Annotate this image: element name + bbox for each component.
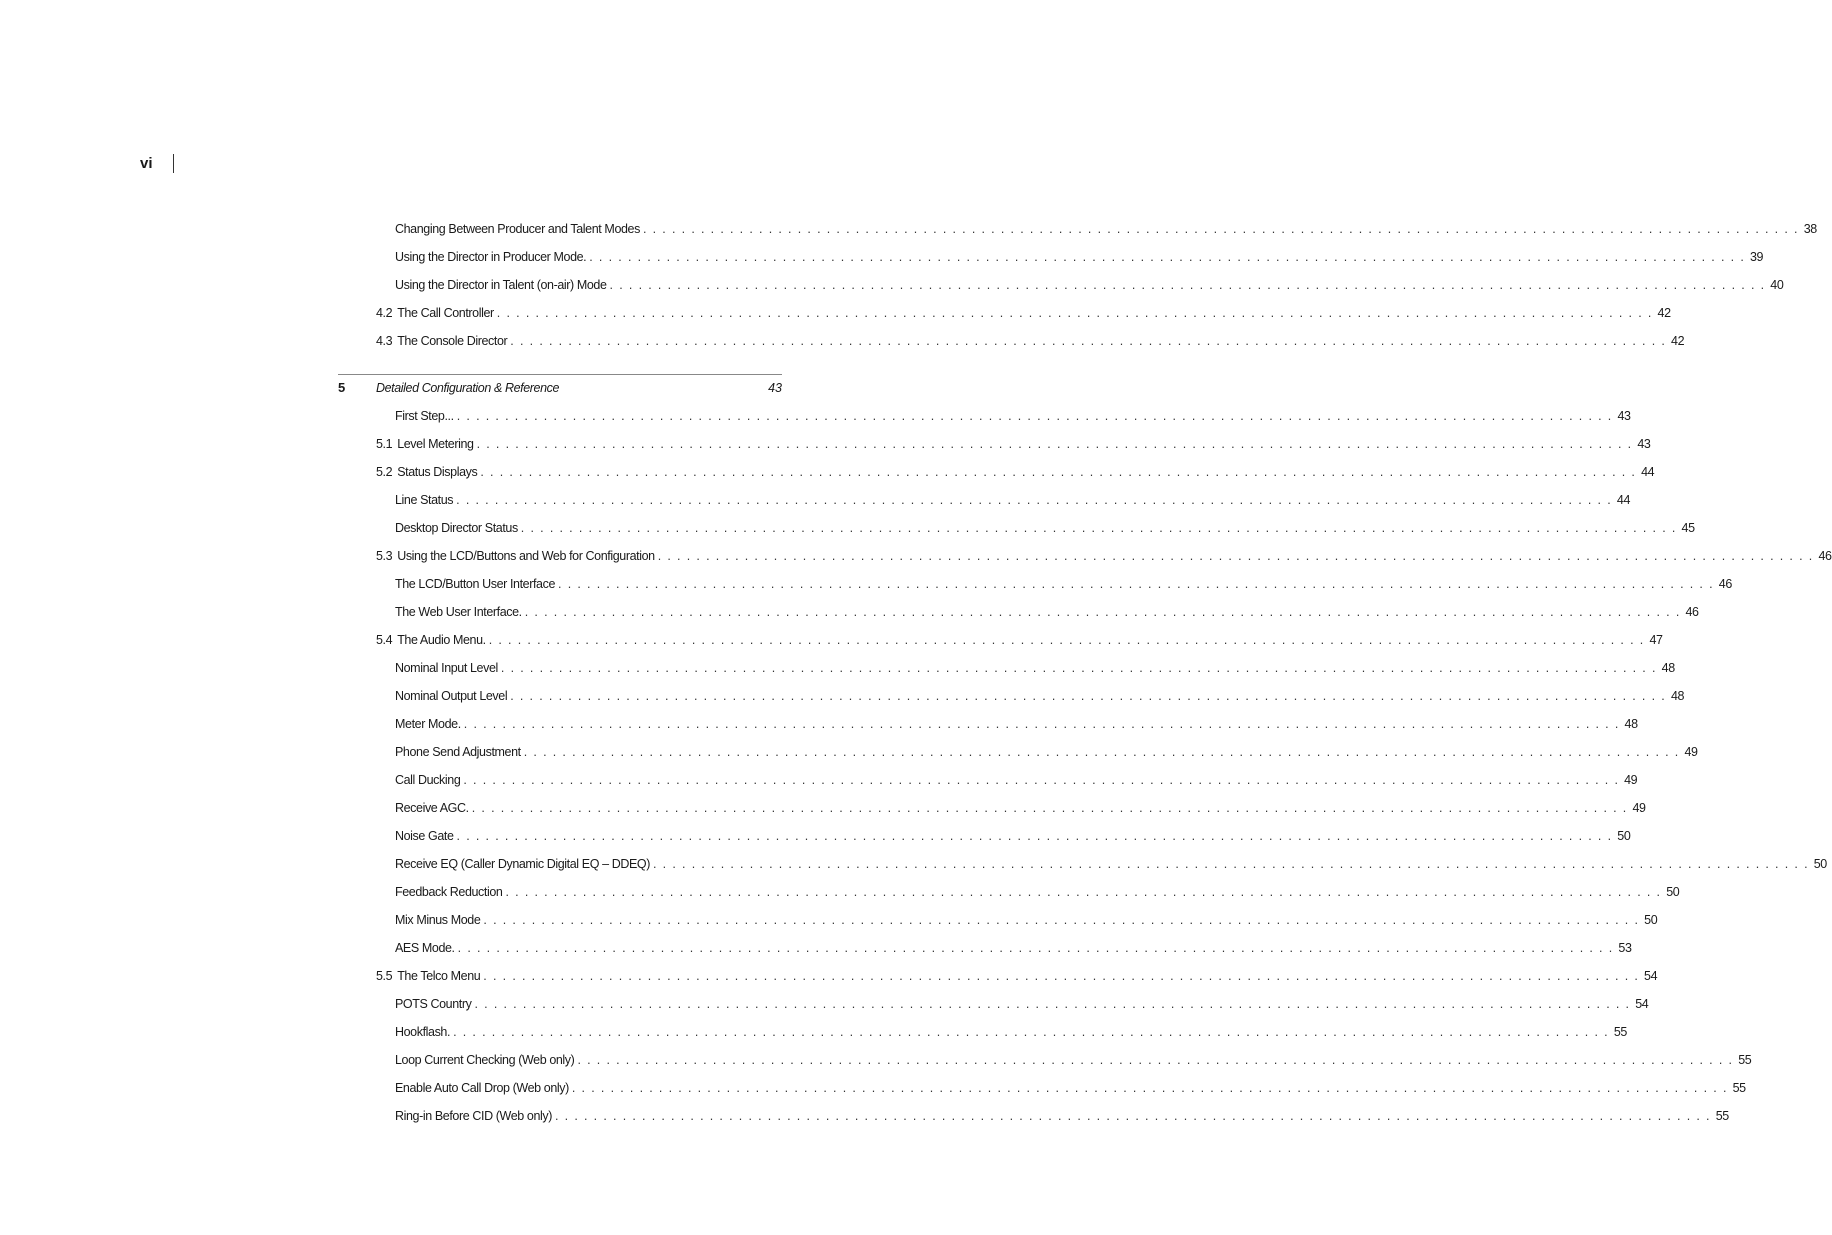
dot-leader: ........................................................................................................................ <box>571 1081 1733 1095</box>
toc-entry[interactable] <box>376 464 1655 492</box>
toc-entry-page: 54 <box>1644 969 1658 983</box>
toc-entry-page: 47 <box>1649 633 1663 647</box>
toc-entry-number: 5.4 <box>376 633 393 647</box>
toc-entry-line <box>395 520 1695 536</box>
toc-entry-line <box>395 800 1646 816</box>
toc-entry-title: Status Displays <box>397 465 478 479</box>
toc-entry-title: Receive AGC. <box>395 801 469 815</box>
dot-leader: ........................................................................................................................ <box>609 278 1771 292</box>
toc-entry-page: 53 <box>1618 941 1632 955</box>
toc-entry[interactable] <box>376 772 1638 800</box>
toc-entry-line <box>395 940 1632 956</box>
toc-entry-line <box>395 856 1827 872</box>
toc-entry[interactable] <box>376 968 1658 996</box>
toc-entry[interactable] <box>376 800 1646 828</box>
header-divider <box>173 154 174 173</box>
toc-entry[interactable] <box>376 492 1631 520</box>
toc-entry-page: 45 <box>1681 521 1695 535</box>
toc-entry[interactable] <box>376 912 1658 940</box>
dot-leader: ........................................................................................................................ <box>523 745 1685 759</box>
toc-entry[interactable] <box>376 576 1732 604</box>
toc-entry-page: 49 <box>1632 801 1646 815</box>
toc-entry[interactable] <box>376 1080 1746 1108</box>
dot-leader: ........................................................................................................................ <box>456 829 1618 843</box>
toc-entry[interactable] <box>376 333 1685 361</box>
toc-entry-title: Nominal Output Level <box>395 689 508 703</box>
toc-entry-title: First Step... <box>395 409 454 423</box>
chapter-page-number: 43 <box>768 381 782 395</box>
dot-leader: ........................................................................................................................ <box>524 605 1686 619</box>
toc-entry-line <box>395 912 1658 928</box>
toc-entry-number: 5.1 <box>376 437 393 451</box>
toc-entry-title: The Audio Menu. <box>397 633 486 647</box>
toc-entry-title: Level Metering <box>397 437 474 451</box>
toc-entry-page: 42 <box>1671 334 1685 348</box>
page-header <box>140 152 174 174</box>
toc-entry-number: 4.2 <box>376 306 393 320</box>
toc-entry-page: 40 <box>1770 278 1784 292</box>
toc-entry-line <box>395 772 1638 788</box>
toc-entry-line <box>395 688 1685 704</box>
toc-entry-line <box>395 221 1817 237</box>
toc-entry[interactable] <box>376 305 1671 333</box>
toc-entry-title: Using the Director in Talent (on-air) Mode <box>395 278 607 292</box>
toc-entry[interactable] <box>376 221 1817 249</box>
toc-entry-page: 50 <box>1617 829 1631 843</box>
dot-leader: ........................................................................................................................ <box>554 1109 1716 1123</box>
toc-entry-line <box>395 1024 1627 1040</box>
toc-entry-title: Loop Current Checking (Web only) <box>395 1053 575 1067</box>
dot-leader: ........................................................................................................................ <box>510 334 1672 348</box>
toc-entry-page: 42 <box>1657 306 1671 320</box>
toc-entry[interactable] <box>376 436 1651 464</box>
toc-entry-line <box>395 576 1732 592</box>
toc-section-chapter <box>376 408 1832 1136</box>
dot-leader: ........................................................................................................................ <box>483 913 1645 927</box>
toc-entry-line <box>395 277 1784 293</box>
toc-entry[interactable] <box>376 744 1698 772</box>
chapter-number: 5 <box>338 380 346 395</box>
toc-entry-title: Call Ducking <box>395 773 461 787</box>
toc-section-top <box>376 221 1817 361</box>
toc-entry[interactable] <box>376 249 1764 277</box>
chapter-title: Detailed Configuration & Reference <box>376 381 560 395</box>
toc-entry[interactable] <box>376 828 1631 856</box>
toc-entry-title: The LCD/Button User Interface <box>395 577 556 591</box>
toc-entry[interactable] <box>376 716 1638 744</box>
toc-entry[interactable] <box>376 660 1675 688</box>
toc-entry-title: AES Mode. <box>395 941 455 955</box>
toc-entry-page: 48 <box>1661 661 1675 675</box>
toc-entry-page: 50 <box>1666 885 1680 899</box>
toc-entry-line <box>376 436 1651 452</box>
dot-leader: ........................................................................................................................ <box>500 661 1662 675</box>
toc-entry-title: Changing Between Producer and Talent Modes <box>395 222 640 236</box>
toc-entry-line <box>395 1052 1752 1068</box>
toc-entry[interactable] <box>376 940 1632 968</box>
dot-leader: ........................................................................................................................ <box>653 857 1814 871</box>
toc-entry-line <box>376 464 1655 480</box>
toc-entry-page: 48 <box>1624 717 1638 731</box>
toc-entry-title: Nominal Input Level <box>395 661 498 675</box>
toc-entry-number: 5.3 <box>376 549 393 563</box>
toc-entry-page: 46 <box>1818 549 1832 563</box>
dot-leader: ........................................................................................................................ <box>520 521 1682 535</box>
toc-entry-line <box>395 1080 1746 1096</box>
toc-entry-title: The Web User Interface. <box>395 605 522 619</box>
toc-entry-title: The Console Director <box>397 334 508 348</box>
toc-entry-line <box>395 884 1680 900</box>
dot-leader: ........................................................................................................................ <box>510 689 1671 703</box>
chapter-divider <box>338 374 782 375</box>
toc-entry-page: 55 <box>1715 1109 1729 1123</box>
toc-entry[interactable] <box>376 1024 1627 1052</box>
dot-leader: ........................................................................................................................ <box>471 801 1633 815</box>
toc-entry-number: 5.2 <box>376 465 393 479</box>
toc-entry-title: Noise Gate <box>395 829 454 843</box>
toc-entry-title: Hookflash. <box>395 1025 451 1039</box>
toc-entry-page: 43 <box>1637 437 1651 451</box>
dot-leader: ........................................................................................................................ <box>480 465 1642 479</box>
toc-entry-line <box>395 492 1631 508</box>
toc-entry-title: Using the Director in Producer Mode. <box>395 250 587 264</box>
toc-entry-page: 50 <box>1644 913 1658 927</box>
toc-entry[interactable] <box>376 856 1827 884</box>
dot-leader: ........................................................................................................................ <box>474 997 1636 1011</box>
toc-entry-line <box>376 968 1658 984</box>
toc-entry[interactable] <box>376 1052 1752 1080</box>
toc-entry-page: 55 <box>1613 1025 1627 1039</box>
dot-leader: ........................................................................................................................ <box>558 577 1719 591</box>
toc-entry-title: Meter Mode. <box>395 717 461 731</box>
toc-entry-number: 4.3 <box>376 334 393 348</box>
dot-leader: ........................................................................................................................ <box>476 437 1638 451</box>
toc-entry[interactable] <box>376 884 1680 912</box>
dot-leader: ........................................................................................................................ <box>463 717 1625 731</box>
toc-entry-line <box>395 716 1638 732</box>
toc-entry-page: 44 <box>1641 465 1655 479</box>
toc-entry-page: 54 <box>1635 997 1649 1011</box>
toc-entry-line <box>395 828 1631 844</box>
toc-entry-page: 43 <box>1617 409 1631 423</box>
toc-entry-title: POTS Country <box>395 997 472 1011</box>
dot-leader: ........................................................................................................................ <box>483 969 1645 983</box>
toc-entry-line <box>395 408 1631 424</box>
toc-entry-title: Receive EQ (Caller Dynamic Digital EQ – DDEQ) <box>395 857 650 871</box>
page-number: vi <box>140 154 153 172</box>
toc-entry-line <box>395 249 1764 265</box>
toc-entry-title: Mix Minus Mode <box>395 913 481 927</box>
toc-entry-title: Phone Send Adjustment <box>395 745 521 759</box>
dot-leader: ........................................................................................................................ <box>456 493 1617 507</box>
toc-entry-page: 39 <box>1750 250 1764 264</box>
toc-entry-page: 46 <box>1685 605 1699 619</box>
toc-entry-line <box>395 744 1698 760</box>
toc-entry-title: Line Status <box>395 493 454 507</box>
toc-entry-title: Ring-in Before CID (Web only) <box>395 1109 552 1123</box>
toc-entry-page: 44 <box>1616 493 1631 507</box>
toc-entry-title: Desktop Director Status <box>395 521 518 535</box>
toc-entry-line <box>376 548 1832 564</box>
toc-entry-page: 46 <box>1718 577 1732 591</box>
toc-entry[interactable] <box>376 277 1784 305</box>
toc-entry[interactable] <box>376 604 1699 632</box>
toc-entry-page: 55 <box>1732 1081 1746 1095</box>
toc-entry[interactable] <box>376 1108 1729 1136</box>
toc-entry-line <box>376 305 1671 321</box>
toc-entry-page: 50 <box>1813 857 1827 871</box>
dot-leader: ........................................................................................................................ <box>488 633 1650 647</box>
dot-leader: ........................................................................................................................ <box>456 409 1618 423</box>
dot-leader: ........................................................................................................................ <box>496 306 1658 320</box>
toc-entry[interactable] <box>376 548 1832 576</box>
toc-entry-page: 38 <box>1803 222 1817 236</box>
toc-entry-number: 5.5 <box>376 969 393 983</box>
dot-leader: ........................................................................................................................ <box>657 549 1819 563</box>
toc-entry-line <box>395 660 1675 676</box>
chapter-heading[interactable] <box>338 380 782 398</box>
toc-entry-line <box>376 333 1685 349</box>
toc-entry[interactable] <box>376 632 1663 660</box>
toc-entry-page: 55 <box>1738 1053 1752 1067</box>
dot-leader: ........................................................................................................................ <box>577 1053 1739 1067</box>
toc-entry-title: The Telco Menu <box>397 969 481 983</box>
toc-entry-page: 49 <box>1624 773 1638 787</box>
dot-leader: ........................................................................................................................ <box>457 941 1619 955</box>
dot-leader: ........................................................................................................................ <box>463 773 1625 787</box>
toc-entry-title: The Call Controller <box>397 306 494 320</box>
toc-entry[interactable] <box>376 688 1685 716</box>
dot-leader: ........................................................................................................................ <box>453 1025 1614 1039</box>
toc-entry-line <box>376 632 1663 648</box>
toc-entry-page: 48 <box>1670 689 1685 703</box>
dot-leader: ........................................................................................................................ <box>589 250 1750 264</box>
dot-leader: ........................................................................................................................ <box>642 222 1804 236</box>
toc-entry[interactable] <box>376 996 1649 1024</box>
toc-entry-line <box>395 996 1649 1012</box>
toc-entry[interactable] <box>376 520 1695 548</box>
toc-entry-title: Enable Auto Call Drop (Web only) <box>395 1081 569 1095</box>
toc-entry-line <box>395 1108 1729 1124</box>
toc-entry-title: Using the LCD/Buttons and Web for Configuration <box>397 549 655 563</box>
toc-entry[interactable] <box>376 408 1631 436</box>
dot-leader: ........................................................................................................................ <box>505 885 1667 899</box>
toc-entry-title: Feedback Reduction <box>395 885 503 899</box>
toc-entry-page: 49 <box>1684 745 1698 759</box>
toc-entry-line <box>395 604 1699 620</box>
